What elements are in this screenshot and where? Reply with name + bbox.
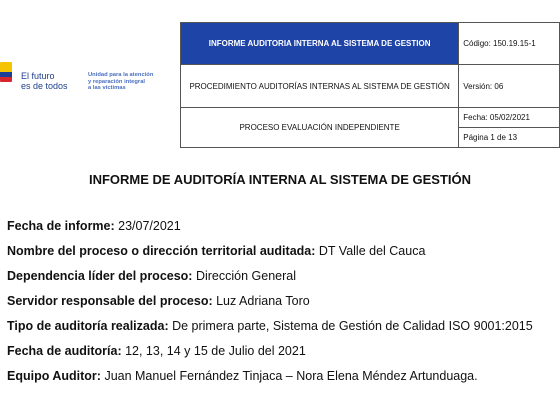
header-title: INFORME AUDITORIA INTERNA AL SISTEMA DE GESTION — [181, 23, 459, 65]
logo-line-1: El futuro — [21, 71, 55, 81]
logo-line-2: es de todos — [21, 81, 68, 91]
field-report-date: Fecha de informe: 23/07/2021 — [7, 219, 181, 233]
header-date: Fecha: 05/02/2021 — [459, 108, 560, 128]
logo-sub-3: a las víctimas — [88, 85, 126, 91]
field-lead-department: Dependencia líder del proceso: Dirección General — [7, 269, 296, 283]
header-process: PROCESO EVALUACIÓN INDEPENDIENTE — [181, 108, 459, 148]
logo-text — [21, 71, 68, 91]
header-version: Versión: 06 — [459, 65, 560, 108]
report-fields — [7, 219, 547, 394]
header-page: Página 1 de 13 — [459, 128, 560, 148]
field-audit-type: Tipo de auditoría realizada: De primera parte, Sistema de Gestión de Calidad ISO 9001:2015 — [7, 319, 533, 333]
report-title: INFORME DE AUDITORÍA INTERNA AL SISTEMA DE GESTIÓN — [88, 172, 472, 187]
header-code: Código: 150.19.15-1 — [459, 23, 560, 65]
field-audit-team: Equipo Auditor: Juan Manuel Fernández Tinjaca – Nora Elena Méndez Artunduaga. — [7, 369, 478, 383]
logo-subtitle — [88, 72, 153, 92]
logo — [0, 40, 180, 100]
logo-sub-1: Unidad para la atención — [88, 72, 154, 78]
logo-sub-2: y reparación integral — [88, 78, 146, 85]
document-header — [0, 0, 560, 149]
header-table — [180, 22, 560, 148]
field-responsible: Servidor responsable del proceso: Luz Adriana Toro — [7, 294, 310, 308]
colombia-flag-icon — [0, 62, 12, 82]
field-audit-date: Fecha de auditoría: 12, 13, 14 y 15 de Julio del 2021 — [7, 344, 306, 358]
field-process-name: Nombre del proceso o dirección territorial auditada: DT Valle del Cauca — [7, 244, 426, 258]
header-procedure: PROCEDIMIENTO AUDITORÍAS INTERNAS AL SISTEMA DE GESTIÓN — [181, 65, 459, 108]
